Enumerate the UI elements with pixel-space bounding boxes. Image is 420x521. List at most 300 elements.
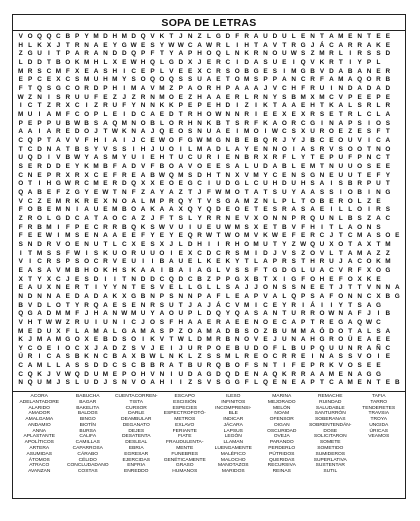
grid-letter[interactable]: S [329, 188, 334, 196]
grid-letter[interactable]: M [206, 327, 212, 335]
grid-letter[interactable]: F [320, 76, 324, 84]
grid-letter[interactable]: C [27, 344, 33, 352]
grid-letter[interactable]: A [197, 370, 202, 378]
grid-letter[interactable]: E [319, 206, 325, 214]
grid-letter[interactable]: N [103, 50, 108, 58]
grid-letter[interactable]: E [366, 93, 372, 101]
grid-letter[interactable]: O [262, 344, 268, 352]
grid-letter[interactable] [393, 102, 402, 111]
grid-letter[interactable]: M [112, 154, 118, 162]
grid-letter[interactable]: E [140, 67, 146, 75]
grid-letter[interactable]: I [29, 258, 31, 266]
grid-letter[interactable]: V [366, 284, 372, 292]
grid-letter[interactable]: A [169, 206, 174, 214]
grid-letter[interactable]: U [338, 344, 344, 352]
grid-letter[interactable]: O [168, 145, 174, 153]
grid-letter[interactable]: A [103, 327, 108, 335]
grid-letter[interactable]: G [366, 370, 372, 378]
grid-letter[interactable]: J [207, 301, 211, 309]
grid-letter[interactable]: Ú [18, 353, 24, 361]
grid-letter[interactable] [393, 163, 402, 172]
grid-letter[interactable]: R [206, 85, 212, 93]
grid-letter[interactable]: R [197, 344, 202, 352]
grid-letter[interactable]: A [46, 336, 52, 344]
grid-letter[interactable]: R [159, 362, 165, 370]
grid-letter[interactable]: J [310, 41, 315, 49]
grid-letter[interactable]: V [150, 33, 155, 41]
grid-letter[interactable]: I [170, 344, 173, 352]
grid-letter[interactable]: R [225, 249, 231, 257]
grid-letter[interactable]: O [234, 206, 240, 214]
grid-letter[interactable]: S [75, 362, 80, 370]
grid-letter[interactable]: S [75, 258, 80, 266]
grid-letter[interactable]: V [112, 258, 117, 266]
grid-letter[interactable]: X [301, 128, 306, 136]
grid-letter[interactable]: U [27, 111, 33, 119]
grid-letter[interactable]: J [273, 336, 277, 344]
grid-letter[interactable]: P [291, 214, 296, 222]
grid-letter[interactable]: S [253, 310, 259, 318]
grid-letter[interactable]: Q [168, 76, 174, 84]
grid-letter[interactable]: U [74, 93, 80, 101]
grid-letter[interactable]: V [357, 353, 362, 361]
grid-letter[interactable]: R [225, 240, 231, 248]
grid-letter[interactable]: Q [27, 370, 33, 378]
grid-letter[interactable]: X [46, 41, 52, 49]
grid-letter[interactable]: R [366, 102, 372, 110]
grid-letter[interactable]: S [37, 266, 42, 274]
grid-letter[interactable]: D [121, 50, 127, 58]
grid-letter[interactable]: A [338, 67, 344, 75]
grid-letter[interactable]: W [121, 310, 128, 318]
grid-letter[interactable]: B [216, 119, 221, 127]
grid-letter[interactable]: O [357, 223, 363, 231]
grid-letter[interactable]: X [18, 275, 23, 283]
grid-letter[interactable]: T [178, 301, 183, 309]
grid-letter[interactable] [393, 137, 402, 146]
grid-letter[interactable] [393, 42, 402, 51]
grid-letter[interactable] [393, 154, 402, 163]
grid-letter[interactable]: L [235, 353, 240, 361]
grid-letter[interactable]: L [291, 154, 296, 162]
grid-letter[interactable]: O [168, 119, 174, 127]
grid-letter[interactable]: M [338, 76, 344, 84]
grid-letter[interactable]: U [197, 76, 202, 84]
grid-letter[interactable]: N [263, 50, 268, 58]
grid-letter[interactable]: I [161, 266, 163, 274]
grid-letter[interactable]: A [187, 318, 193, 326]
grid-letter[interactable]: O [347, 145, 353, 153]
grid-letter[interactable]: F [301, 223, 306, 231]
grid-letter[interactable]: E [244, 318, 249, 326]
grid-letter[interactable]: H [310, 258, 315, 266]
grid-letter[interactable]: V [338, 362, 343, 370]
grid-letter[interactable]: C [18, 362, 24, 370]
grid-letter[interactable]: P [348, 119, 353, 127]
grid-letter[interactable]: J [150, 128, 155, 136]
grid-letter[interactable]: W [149, 353, 156, 361]
grid-letter[interactable]: C [93, 258, 99, 266]
grid-letter[interactable]: K [376, 258, 381, 266]
grid-letter[interactable]: O [338, 137, 344, 145]
grid-letter[interactable]: T [348, 327, 353, 335]
grid-letter[interactable]: A [206, 76, 212, 84]
grid-letter[interactable] [393, 301, 402, 310]
grid-letter[interactable]: I [142, 258, 144, 266]
grid-letter[interactable]: V [131, 379, 136, 387]
grid-letter[interactable]: L [282, 292, 287, 300]
grid-letter[interactable] [393, 85, 402, 94]
grid-letter[interactable]: G [338, 318, 344, 326]
grid-letter[interactable]: Q [291, 292, 297, 300]
grid-letter[interactable]: V [272, 41, 278, 49]
grid-letter[interactable]: C [187, 41, 193, 49]
grid-letter[interactable]: F [169, 318, 174, 326]
grid-letter[interactable]: R [178, 119, 184, 127]
grid-letter[interactable]: C [121, 214, 127, 222]
grid-letter[interactable]: J [56, 379, 61, 387]
grid-letter[interactable]: W [102, 188, 109, 196]
grid-letter[interactable]: Z [178, 188, 183, 196]
grid-letter[interactable]: O [55, 301, 61, 309]
grid-letter[interactable]: E [244, 370, 249, 378]
grid-letter[interactable]: E [84, 67, 89, 75]
grid-letter[interactable]: T [56, 50, 61, 58]
grid-letter[interactable]: U [140, 310, 146, 318]
grid-letter[interactable]: O [310, 275, 316, 283]
grid-letter[interactable]: R [27, 67, 33, 75]
grid-letter[interactable]: K [74, 197, 80, 205]
grid-letter[interactable]: D [74, 292, 80, 300]
grid-letter[interactable]: G [197, 284, 203, 292]
grid-letter[interactable]: T [103, 240, 108, 248]
grid-letter[interactable]: R [103, 102, 108, 110]
grid-letter[interactable]: E [319, 154, 325, 162]
grid-letter[interactable]: E [75, 240, 80, 248]
grid-letter[interactable]: E [329, 318, 334, 326]
grid-letter[interactable]: W [215, 111, 222, 119]
grid-letter[interactable]: W [205, 41, 213, 49]
grid-letter[interactable]: V [244, 214, 249, 222]
grid-letter[interactable]: C [300, 76, 306, 84]
grid-letter[interactable]: S [235, 266, 240, 274]
grid-letter[interactable]: I [104, 137, 107, 145]
grid-letter[interactable]: U [197, 154, 202, 162]
grid-letter[interactable]: R [216, 41, 221, 49]
grid-letter[interactable]: N [225, 137, 231, 145]
grid-letter[interactable]: D [253, 344, 259, 352]
grid-letter[interactable]: S [253, 76, 259, 84]
grid-letter[interactable]: A [27, 266, 33, 274]
grid-letter[interactable]: S [188, 128, 193, 136]
grid-letter[interactable]: O [197, 163, 203, 170]
grid-letter[interactable]: H [159, 379, 165, 387]
grid-letter[interactable]: T [216, 232, 221, 240]
grid-letter[interactable]: O [168, 137, 174, 145]
grid-letter[interactable]: A [103, 310, 108, 318]
grid-letter[interactable]: J [339, 284, 343, 292]
grid-letter[interactable]: L [188, 353, 193, 361]
grid-letter[interactable]: S [319, 111, 325, 119]
grid-letter[interactable]: V [319, 67, 325, 75]
grid-letter[interactable]: F [18, 206, 23, 214]
grid-letter[interactable]: T [263, 266, 268, 274]
grid-letter[interactable]: M [243, 128, 250, 136]
grid-letter[interactable]: D [131, 33, 136, 41]
grid-letter[interactable]: D [385, 50, 391, 58]
grid-letter[interactable]: L [348, 206, 353, 214]
grid-letter[interactable] [393, 128, 402, 137]
grid-letter[interactable] [393, 172, 402, 181]
grid-letter[interactable]: U [338, 171, 344, 179]
grid-letter[interactable]: T [254, 206, 259, 214]
grid-letter[interactable]: N [93, 353, 99, 361]
grid-letter[interactable]: U [329, 344, 334, 352]
grid-letter[interactable]: A [27, 128, 33, 136]
grid-letter[interactable]: R [319, 362, 325, 370]
grid-letter[interactable]: E [206, 223, 212, 231]
grid-letter[interactable]: U [112, 102, 118, 110]
grid-letter[interactable]: Q [187, 206, 193, 214]
grid-letter[interactable]: O [244, 336, 250, 344]
grid-letter[interactable]: U [319, 214, 325, 222]
grid-letter[interactable]: O [234, 362, 240, 370]
grid-letter[interactable]: R [74, 171, 80, 179]
grid-letter[interactable]: I [179, 379, 182, 387]
grid-letter[interactable]: D [93, 362, 99, 370]
grid-letter[interactable]: B [310, 67, 315, 75]
grid-letter[interactable]: S [301, 171, 306, 179]
grid-letter[interactable]: K [103, 266, 108, 274]
grid-letter[interactable]: Y [169, 232, 174, 240]
grid-letter[interactable]: S [310, 145, 315, 153]
grid-letter[interactable]: M [18, 111, 24, 119]
grid-letter[interactable]: R [253, 50, 259, 58]
grid-letter[interactable] [393, 319, 402, 328]
grid-letter[interactable]: N [197, 119, 202, 127]
grid-letter[interactable]: S [272, 67, 278, 75]
grid-letter[interactable]: F [65, 67, 70, 75]
grid-letter[interactable]: K [37, 370, 42, 378]
grid-letter[interactable]: M [55, 111, 62, 119]
grid-letter[interactable]: D [225, 327, 231, 335]
grid-letter[interactable]: W [271, 232, 278, 240]
grid-letter[interactable]: B [103, 336, 108, 344]
grid-letter[interactable]: N [140, 102, 146, 110]
grid-letter[interactable]: T [169, 336, 174, 344]
grid-letter[interactable]: G [206, 370, 212, 378]
grid-letter[interactable]: C [37, 258, 42, 266]
grid-letter[interactable]: H [112, 85, 118, 93]
grid-letter[interactable]: D [84, 370, 89, 378]
grid-letter[interactable]: B [244, 154, 249, 162]
grid-letter[interactable]: I [283, 275, 286, 283]
grid-letter[interactable]: A [272, 292, 278, 300]
grid-letter[interactable]: C [84, 180, 89, 188]
grid-letter[interactable] [383, 59, 392, 68]
grid-letter[interactable] [393, 223, 402, 232]
grid-letter[interactable]: E [244, 137, 249, 145]
grid-letter[interactable]: Q [310, 214, 316, 222]
grid-letter[interactable]: V [338, 266, 343, 274]
grid-letter[interactable]: Q [18, 310, 24, 318]
grid-letter[interactable]: Z [376, 249, 381, 257]
grid-letter[interactable]: E [310, 284, 315, 292]
grid-letter[interactable]: A [150, 188, 155, 196]
grid-letter[interactable]: O [27, 206, 33, 214]
grid-letter[interactable]: U [244, 344, 249, 352]
grid-letter[interactable]: A [84, 206, 89, 214]
grid-letter[interactable]: E [338, 128, 343, 136]
grid-letter[interactable]: O [347, 197, 353, 205]
grid-letter[interactable]: D [46, 310, 52, 318]
grid-letter[interactable]: S [338, 353, 343, 361]
grid-letter[interactable]: N [131, 128, 136, 136]
grid-letter[interactable]: Z [207, 275, 211, 283]
grid-letter[interactable]: M [291, 67, 297, 75]
grid-letter[interactable]: I [264, 128, 267, 136]
grid-letter[interactable]: E [329, 111, 334, 119]
grid-letter[interactable]: E [112, 370, 117, 378]
grid-letter[interactable]: R [103, 223, 108, 231]
grid-letter[interactable]: R [56, 171, 61, 179]
grid-letter[interactable]: Q [272, 370, 278, 378]
grid-letter[interactable]: Z [348, 128, 353, 136]
grid-letter[interactable]: N [263, 145, 268, 153]
grid-letter[interactable]: B [394, 379, 400, 387]
grid-letter[interactable]: Z [169, 85, 174, 93]
grid-letter[interactable]: Z [18, 214, 23, 222]
grid-letter[interactable]: C [366, 111, 372, 119]
grid-letter[interactable]: A [178, 266, 184, 274]
grid-letter[interactable]: A [216, 128, 221, 136]
grid-letter[interactable]: L [103, 111, 108, 119]
grid-letter[interactable]: M [243, 232, 250, 240]
grid-letter[interactable]: L [254, 379, 259, 387]
grid-letter[interactable]: A [140, 85, 146, 93]
grid-letter[interactable]: L [357, 111, 362, 119]
grid-letter[interactable]: C [272, 171, 278, 179]
grid-letter[interactable]: Q [319, 344, 325, 352]
grid-letter[interactable]: Y [18, 344, 23, 352]
grid-letter[interactable]: Y [150, 310, 155, 318]
grid-letter[interactable]: R [310, 85, 315, 93]
grid-letter[interactable]: A [159, 206, 165, 214]
grid-letter[interactable]: E [93, 188, 99, 196]
grid-letter[interactable]: H [112, 266, 118, 274]
grid-letter[interactable]: X [131, 353, 136, 361]
grid-letter[interactable]: U [84, 318, 89, 326]
grid-letter[interactable]: A [150, 266, 155, 274]
grid-letter[interactable]: Y [75, 301, 80, 309]
grid-letter[interactable]: C [46, 353, 52, 361]
grid-letter[interactable]: B [197, 275, 202, 283]
grid-letter[interactable]: M [121, 119, 127, 127]
grid-letter[interactable]: Y [159, 41, 165, 49]
grid-letter[interactable]: T [244, 188, 249, 196]
grid-letter[interactable]: S [291, 249, 296, 257]
grid-letter[interactable]: D [27, 292, 33, 300]
grid-letter[interactable]: R [56, 128, 61, 136]
grid-letter[interactable]: V [18, 33, 23, 41]
grid-letter[interactable]: E [235, 318, 240, 326]
grid-letter[interactable]: X [46, 284, 52, 292]
grid-letter[interactable]: E [46, 197, 52, 205]
grid-letter[interactable]: P [169, 327, 174, 335]
grid-letter[interactable]: T [385, 128, 390, 136]
grid-letter[interactable]: A [27, 284, 33, 292]
grid-letter[interactable]: F [357, 266, 362, 274]
grid-letter[interactable]: R [291, 119, 297, 127]
grid-letter[interactable]: J [301, 137, 305, 145]
grid-letter[interactable]: D [150, 275, 155, 283]
grid-letter[interactable]: A [27, 188, 33, 196]
grid-letter[interactable]: N [357, 33, 362, 41]
grid-letter[interactable]: F [18, 85, 23, 93]
grid-letter[interactable]: C [366, 292, 372, 300]
grid-letter[interactable]: W [55, 318, 62, 326]
grid-letter[interactable]: A [169, 188, 174, 196]
grid-letter[interactable]: I [368, 206, 370, 214]
grid-letter[interactable]: T [320, 33, 324, 41]
grid-letter[interactable]: H [27, 318, 33, 326]
grid-letter[interactable]: A [206, 292, 212, 300]
grid-letter[interactable]: O [206, 50, 212, 58]
grid-letter[interactable]: R [338, 197, 344, 205]
grid-letter[interactable]: L [28, 41, 33, 49]
grid-letter[interactable]: R [216, 336, 221, 344]
grid-letter[interactable]: W [74, 154, 81, 162]
grid-letter[interactable]: H [197, 111, 202, 119]
grid-letter[interactable]: S [366, 163, 372, 170]
grid-letter[interactable]: T [37, 102, 42, 110]
grid-letter[interactable]: G [272, 266, 278, 274]
grid-letter[interactable]: L [282, 344, 287, 352]
grid-letter[interactable]: A [357, 370, 362, 378]
grid-letter[interactable]: S [56, 258, 61, 266]
grid-letter[interactable]: T [169, 154, 174, 162]
grid-letter[interactable]: P [140, 50, 146, 58]
grid-letter[interactable]: Y [197, 206, 202, 214]
grid-letter[interactable]: X [357, 275, 362, 283]
grid-letter[interactable]: H [319, 275, 325, 283]
grid-letter[interactable]: P [159, 292, 165, 300]
grid-letter[interactable]: Q [18, 188, 24, 196]
grid-letter[interactable]: D [216, 370, 221, 378]
grid-letter[interactable]: G [55, 180, 61, 188]
grid-letter[interactable]: I [95, 318, 97, 326]
grid-letter[interactable]: Y [357, 59, 362, 67]
grid-letter[interactable]: Z [122, 344, 127, 352]
grid-letter[interactable] [393, 336, 402, 345]
grid-letter[interactable]: L [178, 240, 183, 248]
grid-letter[interactable]: A [357, 327, 362, 335]
grid-letter[interactable]: N [187, 33, 193, 41]
grid-letter[interactable]: T [94, 214, 98, 222]
grid-letter[interactable]: P [301, 318, 306, 326]
grid-letter[interactable]: R [206, 154, 212, 162]
grid-letter[interactable]: M [206, 137, 212, 145]
grid-letter[interactable]: B [37, 188, 42, 196]
grid-letter[interactable]: S [178, 214, 183, 222]
grid-letter[interactable]: N [310, 33, 315, 41]
grid-letter[interactable]: H [206, 171, 212, 179]
grid-letter[interactable]: Q [300, 59, 306, 67]
grid-letter[interactable]: Z [141, 188, 146, 196]
grid-letter[interactable]: N [225, 214, 231, 222]
grid-letter[interactable]: E [27, 163, 33, 170]
grid-letter[interactable]: R [27, 214, 33, 222]
